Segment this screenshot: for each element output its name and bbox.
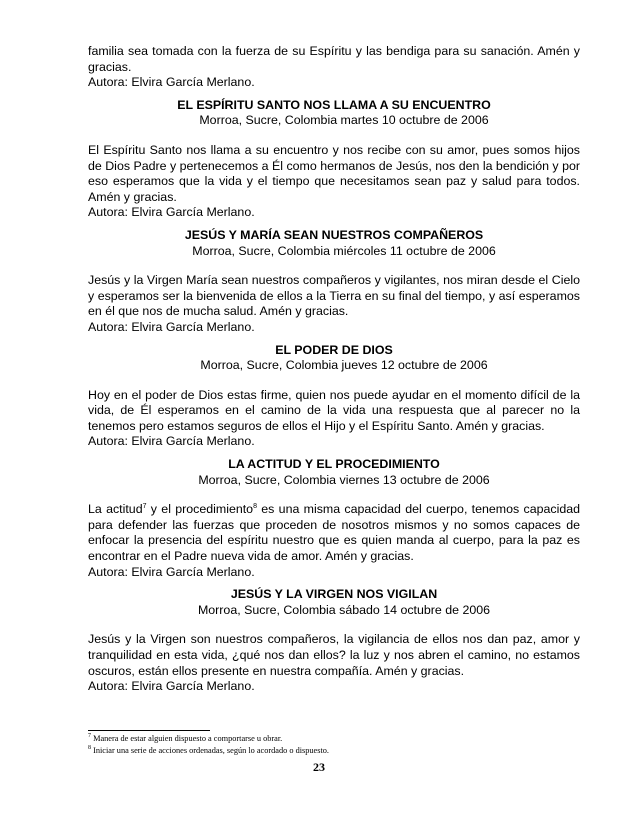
section-dateline: Morroa, Sucre, Colombia miércoles 11 octubre de 2006 — [192, 243, 496, 258]
section-author: Autora: Elvira García Merlano. — [88, 564, 255, 579]
document-page — [88, 44, 580, 695]
footnotes — [88, 730, 580, 757]
section-body: Jesús y la Virgen María sean nuestros compañeros y vigilantes, nos miran desde el Cielo y esperamos ser la bienvenida de ellos a la Tierra en su final del tiempo, y así esperamos en él que nos de mucha salud. Amén y gracias. — [88, 273, 580, 319]
section-title: EL ESPÍRITU SANTO NOS LLAMA A SU ENCUENTRO — [177, 97, 491, 112]
intro-author: Autora: Elvira García Merlano. — [88, 75, 255, 90]
section-body: Hoy en el poder de Dios estas firme, quien nos puede ayudar en el momento difícil de la vida, de Él esperamos en el camino de la vida una respuesta que al parecer no la tenemos pero estamos seguros de ellos el Hijo y el Espíritu Santo. Amén y gracias. — [88, 387, 580, 433]
footnote-ref[interactable]: 8 — [253, 503, 257, 511]
section-title: LA ACTITUD Y EL PROCEDIMIENTO — [228, 457, 440, 472]
footnote-number: 8 — [88, 745, 91, 752]
footnote-text: Iniciar una serie de acciones ordenadas, según lo acordado o dispuesto. — [93, 746, 329, 755]
footnote-ref[interactable]: 7 — [142, 503, 147, 511]
section-title: JESÚS Y MARÍA SEAN NUESTROS COMPAÑEROS — [184, 227, 484, 242]
section-body: Jesús y la Virgen son nuestros compañeros, la vigilancia de ellos nos dan paz, amor y tranquilidad en esta vida, ¿qué nos dan ellos? la luz y nos abren el camino, no estamos oscuros, están ellos presente en nuestra compañía. Amén y gracias. — [88, 632, 580, 678]
footnote — [88, 733, 580, 745]
body-text: La actitud — [88, 502, 143, 517]
section-author: Autora: Elvira García Merlano. — [88, 679, 255, 694]
body-text: y el procedimiento — [146, 502, 254, 517]
section-body: El Espíritu Santo nos llama a su encuentro y nos recibe con su amor, pues somos hijos de Dios Padre y pertenecemos a Él como hermanos de Jesús, nos den la bendición y por eso esperamos que la vida y el tiempo que necesitamos sean paz y salud para todos. Amén y gracias. — [88, 142, 580, 204]
section-title: EL PODER DE DIOS — [275, 342, 393, 357]
page-number: 23 — [313, 760, 325, 774]
section-author: Autora: Elvira García Merlano. — [88, 434, 255, 449]
section-author: Autora: Elvira García Merlano. — [88, 205, 255, 220]
section-title: JESÚS Y LA VIRGEN NOS VIGILAN — [230, 587, 438, 602]
section-body — [88, 502, 580, 564]
intro-paragraph: familia sea tomada con la fuerza de su Espíritu y las bendiga para su sanación. Amén y gracias. — [88, 44, 580, 74]
section-dateline: Morroa, Sucre, Colombia viernes 13 octubre de 2006 — [198, 472, 490, 487]
section-dateline: Morroa, Sucre, Colombia sábado 14 octubre de 2006 — [197, 602, 491, 617]
section-dateline: Morroa, Sucre, Colombia martes 10 octubre de 2006 — [199, 113, 489, 128]
footnote-text: Manera de estar alguien dispuesto a comportarse u obrar. — [93, 734, 283, 743]
section-dateline: Morroa, Sucre, Colombia jueves 12 octubre de 2006 — [200, 358, 488, 373]
body-text: es una misma capacidad del cuerpo, tenemos capacidad para defender las fuerzas que proceden de nosotros mismos y no somos capaces de enfocar la presencia del espíritu nuestro que es quien manda al cuerpo, para la paz es encontrar en el Padre nueva vida de amor. Amén y gracias. — [88, 502, 580, 564]
section-author: Autora: Elvira García Merlano. — [88, 319, 255, 334]
footnote-number: 7 — [88, 733, 91, 740]
footnote-divider — [88, 730, 210, 731]
footnote — [88, 745, 580, 757]
